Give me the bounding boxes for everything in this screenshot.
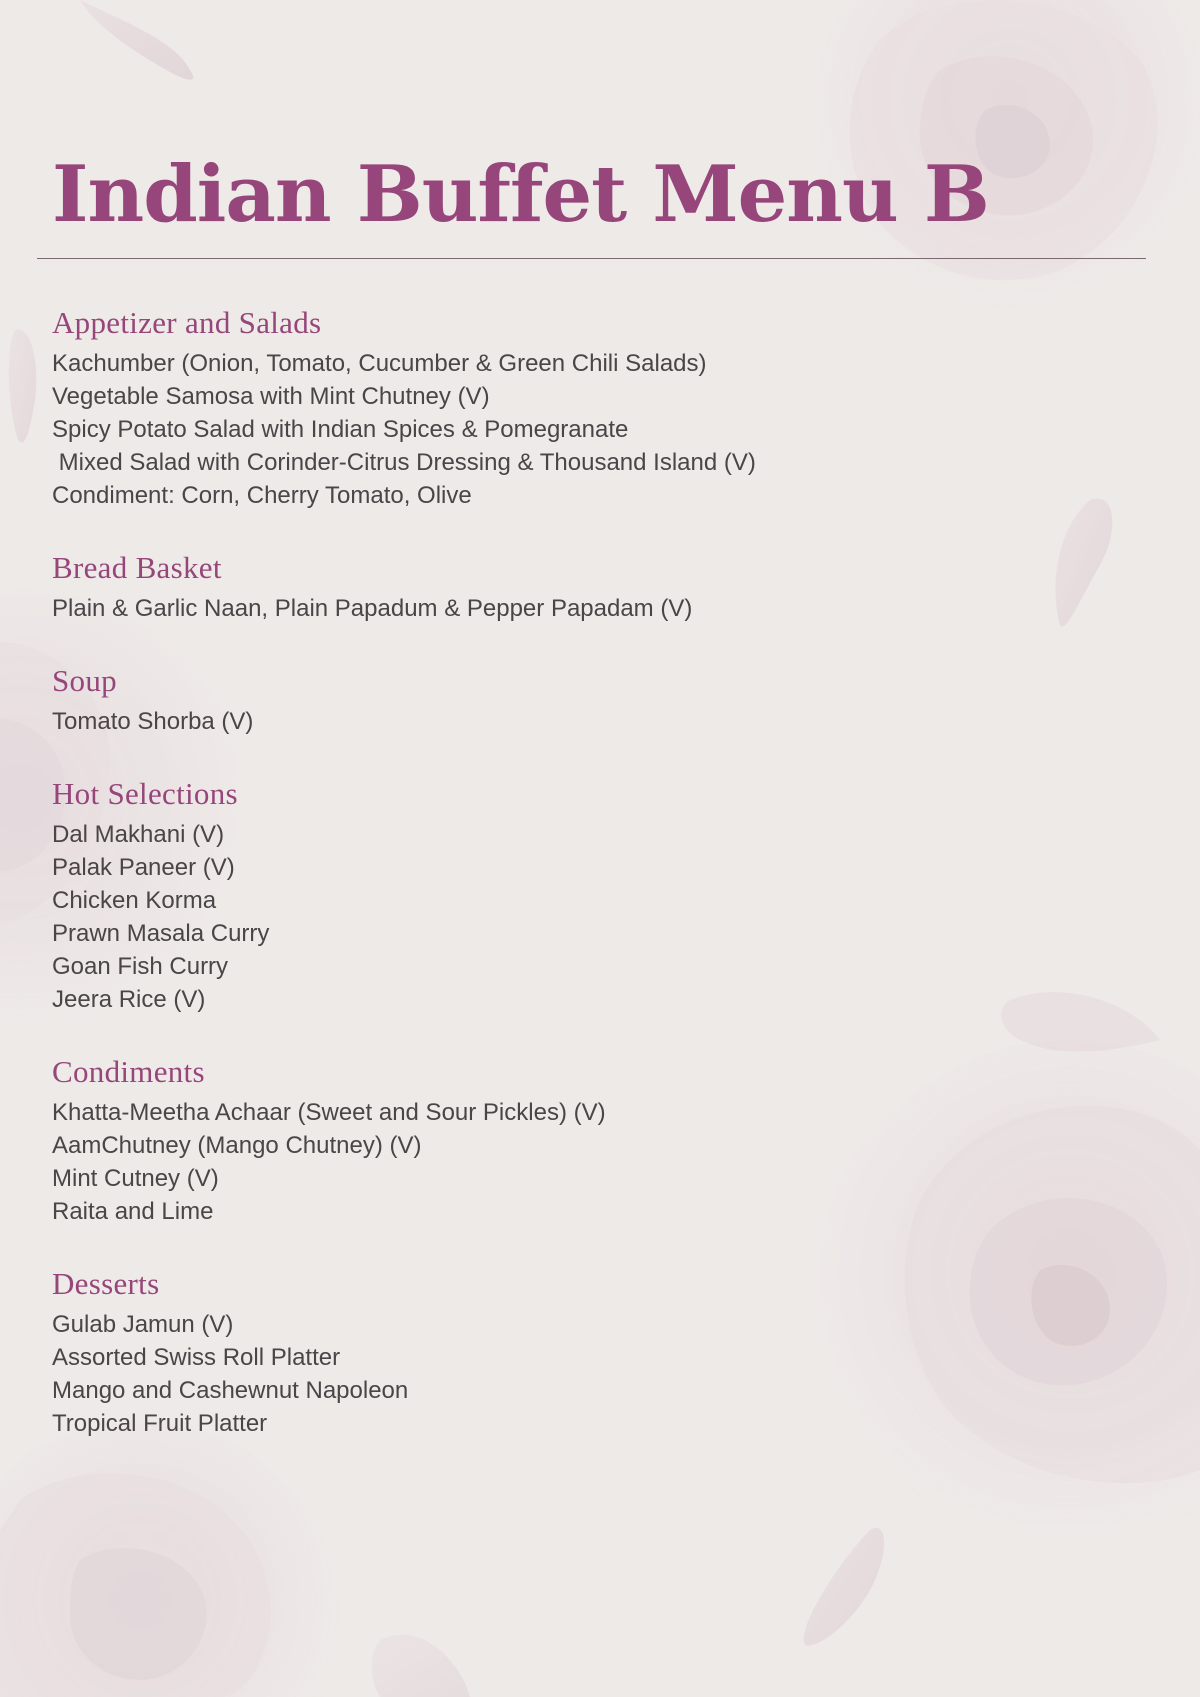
item-list xyxy=(52,818,1052,1016)
item-list xyxy=(52,347,1052,512)
menu-item: Spicy Potato Salad with Indian Spices & Pomegranate xyxy=(52,416,629,443)
menu-item: Tomato Shorba (V) xyxy=(52,708,254,735)
menu-item: Mixed Salad with Corinder-Citrus Dressing & Thousand Island (V) xyxy=(52,449,756,476)
section-heading: Appetizer and Salads xyxy=(52,305,322,340)
section-heading: Desserts xyxy=(52,1266,160,1301)
section-heading: Hot Selections xyxy=(52,776,238,811)
menu-item: Plain & Garlic Naan, Plain Papadum & Pepper Papadam (V) xyxy=(52,595,693,622)
item-list xyxy=(52,592,1052,625)
menu-item: Chicken Korma xyxy=(52,887,217,914)
item-list xyxy=(52,705,1052,738)
title-divider xyxy=(37,258,1146,259)
section-appetizer-and-salads xyxy=(52,303,1052,512)
menu-item: Kachumber (Onion, Tomato, Cucumber & Green Chili Salads) xyxy=(52,350,707,377)
menu-item: Assorted Swiss Roll Platter xyxy=(52,1344,341,1371)
menu-item: Palak Paneer (V) xyxy=(52,854,235,881)
menu-title: Indian Buffet Menu B xyxy=(52,149,989,240)
menu-item: Mint Cutney (V) xyxy=(52,1165,219,1192)
item-list xyxy=(52,1308,1052,1440)
menu-item: Condiment: Corn, Cherry Tomato, Olive xyxy=(52,482,472,509)
menu-item: Tropical Fruit Platter xyxy=(52,1410,268,1437)
menu-item: Prawn Masala Curry xyxy=(52,920,270,947)
menu-item: Goan Fish Curry xyxy=(52,953,229,980)
section-heading: Condiments xyxy=(52,1054,205,1089)
section-hot-selections xyxy=(52,774,1052,1016)
section-condiments xyxy=(52,1052,1052,1228)
menu-item: Dal Makhani (V) xyxy=(52,821,225,848)
menu-item: Mango and Cashewnut Napoleon xyxy=(52,1377,409,1404)
section-desserts xyxy=(52,1264,1052,1440)
section-heading: Soup xyxy=(52,663,117,698)
menu-item: Jeera Rice (V) xyxy=(52,986,206,1013)
section-soup xyxy=(52,661,1052,738)
menu-item: Khatta-Meetha Achaar (Sweet and Sour Pickles) (V) xyxy=(52,1099,606,1126)
section-bread-basket xyxy=(52,548,1052,625)
item-list xyxy=(52,1096,1052,1228)
menu-item: AamChutney (Mango Chutney) (V) xyxy=(52,1132,422,1159)
menu-item: Gulab Jamun (V) xyxy=(52,1311,234,1338)
menu-item: Vegetable Samosa with Mint Chutney (V) xyxy=(52,383,490,410)
menu-item: Raita and Lime xyxy=(52,1198,214,1225)
section-heading: Bread Basket xyxy=(52,550,222,585)
